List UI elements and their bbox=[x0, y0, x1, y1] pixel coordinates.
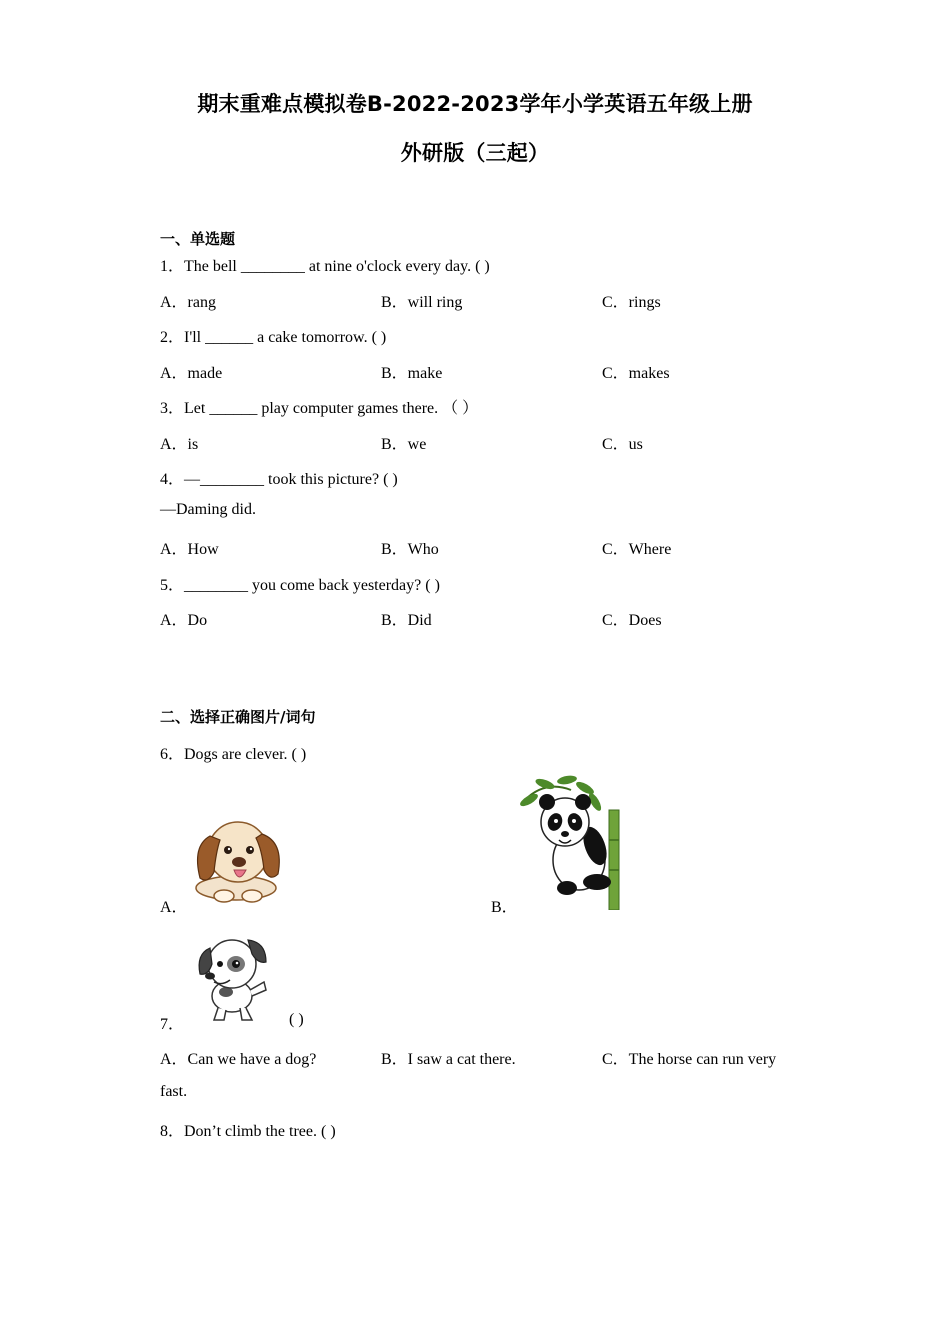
question-1-option-a: A．rang bbox=[160, 294, 216, 311]
question-7-option-c: C．The horse can run very bbox=[602, 1051, 777, 1068]
question-7-number: 7． bbox=[160, 1016, 185, 1033]
dog-picture bbox=[186, 812, 286, 906]
question-6-stem: 6．Dogs are clever. ( ) bbox=[160, 746, 307, 763]
question-2-option-c: C．makes bbox=[602, 365, 670, 382]
question-3-option-c: C．us bbox=[602, 436, 643, 453]
question-8-stem: 8．Don’t climb the tree. ( ) bbox=[160, 1123, 336, 1140]
question-7-answer-paren: ( ) bbox=[289, 1011, 304, 1028]
question-4-option-b: B．Who bbox=[381, 541, 439, 558]
question-7-option-c-wrap: fast. bbox=[160, 1083, 188, 1100]
question-1-option-c: C．rings bbox=[602, 294, 661, 311]
question-5-option-c: C．Does bbox=[602, 612, 662, 629]
paper-title-line1: 期末重难点模拟卷B-2022-2023学年小学英语五年级上册 bbox=[197, 92, 753, 116]
question-7-option-a: A．Can we have a dog? bbox=[160, 1051, 317, 1068]
question-2-option-a: A．made bbox=[160, 365, 223, 382]
question-5-option-b: B．Did bbox=[381, 612, 432, 629]
question-7-option-b: B．I saw a cat there. bbox=[381, 1051, 516, 1068]
panda-picture bbox=[515, 770, 630, 910]
spotted-dog-picture bbox=[192, 930, 274, 1024]
question-1-stem: 1．The bell ________ at nine o'clock every day. ( ) bbox=[160, 258, 490, 275]
question-4-option-a: A．How bbox=[160, 541, 219, 558]
question-2-stem: 2．I'll ______ a cake tomorrow. ( ) bbox=[160, 329, 387, 346]
question-5-option-a: A．Do bbox=[160, 612, 208, 629]
section-heading-single-choice: 一、单选题 bbox=[160, 230, 236, 248]
section-heading-picture-choice: 二、选择正确图片/词句 bbox=[160, 708, 316, 726]
question-6-option-b: B． bbox=[491, 899, 518, 916]
question-5-stem: 5．________ you come back yesterday? ( ) bbox=[160, 577, 440, 594]
paper-title-line2: 外研版（三起） bbox=[400, 141, 550, 165]
question-4-option-c: C．Where bbox=[602, 541, 672, 558]
question-4-stem: 4．—________ took this picture? ( ) bbox=[160, 471, 398, 488]
question-3-option-b: B．we bbox=[381, 436, 427, 453]
question-3-stem: 3．Let ______ play computer games there. （ ） bbox=[160, 400, 479, 417]
question-6-option-a: A． bbox=[160, 899, 188, 916]
question-4-answer-line: —Daming did. bbox=[160, 501, 256, 518]
question-3-option-a: A．is bbox=[160, 436, 199, 453]
question-1-option-b: B．will ring bbox=[381, 294, 463, 311]
question-2-option-b: B．make bbox=[381, 365, 443, 382]
